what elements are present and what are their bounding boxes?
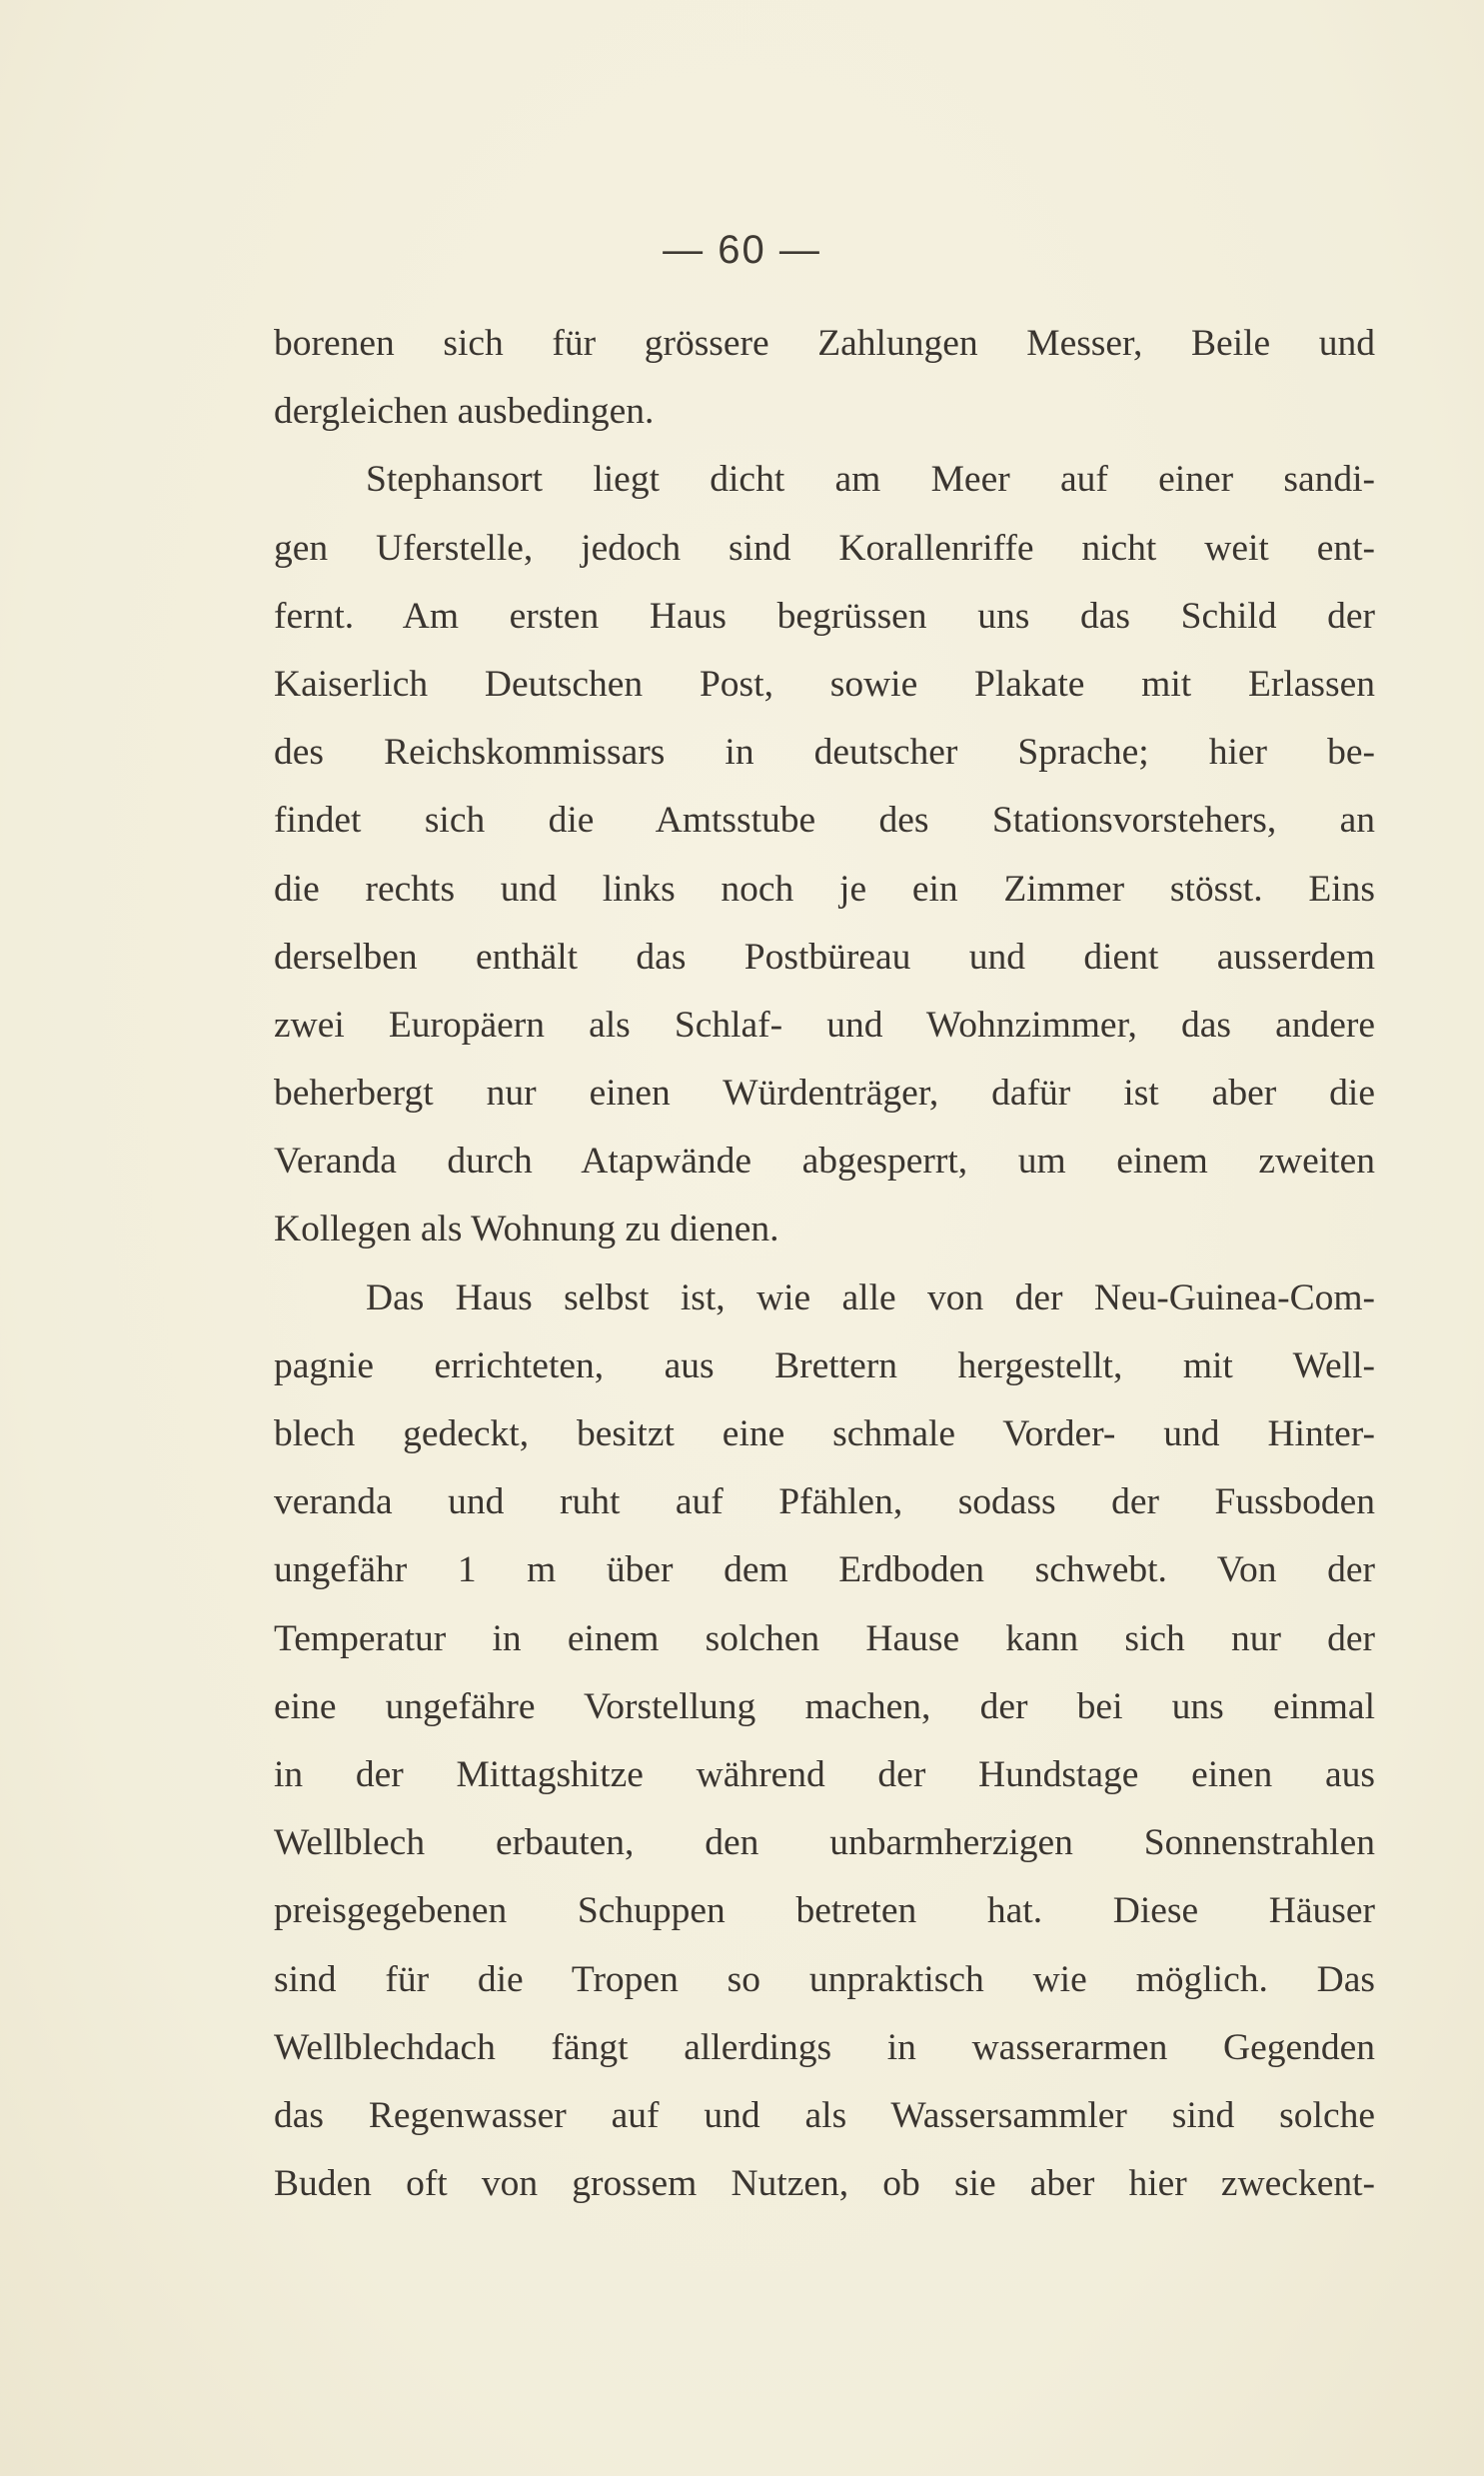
text-line: gen Uferstelle, jedoch sind Korallenriffe nicht weit ent-: [274, 527, 1375, 569]
text-line: Kaiserlich Deutschen Post, sowie Plakate mit Erlassen: [274, 663, 1375, 705]
page-number: — 60 —: [663, 228, 821, 272]
text-line: veranda und ruht auf Pfählen, sodass der Fussboden: [274, 1481, 1375, 1523]
text-line: Wellblechdach fängt allerdings in wasserarmen Gegenden: [274, 2026, 1375, 2068]
text-line: ungefähr 1 m über dem Erdboden schwebt. Von der: [274, 1549, 1375, 1591]
text-line: Wellblech erbauten, den unbarmherzigen Sonnenstrahlen: [274, 1822, 1375, 1864]
paragraph: [274, 310, 1375, 446]
text-line: sind für die Tropen so unpraktisch wie möglich. Das: [274, 1958, 1375, 2000]
paragraph: [274, 446, 1375, 1263]
text-line: borenen sich für grössere Zahlungen Messer, Beile und: [274, 323, 1375, 364]
text-line: eine ungefähre Vorstellung machen, der bei uns einmal: [274, 1685, 1375, 1727]
text-line: des Reichskommissars in deutscher Sprache; hier be-: [274, 732, 1375, 774]
text-line: das Regenwasser auf und als Wassersammler sind solche: [274, 2094, 1375, 2136]
text-line: blech gedeckt, besitzt eine schmale Vorder- und Hinter-: [274, 1413, 1375, 1454]
text-line: pagnie errichteten, aus Brettern hergestellt, mit Well-: [274, 1344, 1375, 1386]
text-line: Das Haus selbst ist, wie alle von der Neu-Guinea-Com-: [366, 1276, 1375, 1318]
text-line: zwei Europäern als Schlaf- und Wohnzimmer, das andere: [274, 1004, 1375, 1046]
text-line: fernt. Am ersten Haus begrüssen uns das Schild der: [274, 595, 1375, 637]
body-text: [274, 310, 1375, 2218]
text-line: die rechts und links noch je ein Zimmer stösst. Eins: [274, 868, 1375, 910]
text-line: derselben enthält das Postbüreau und dient ausserdem: [274, 936, 1375, 978]
text-line: Buden oft von grossem Nutzen, ob sie aber hier zweckent-: [274, 2163, 1375, 2205]
text-line: in der Mittagshitze während der Hundstage einen aus: [274, 1753, 1375, 1795]
text-line: Temperatur in einem solchen Hause kann sich nur der: [274, 1617, 1375, 1659]
text-line: preisgegebenen Schuppen betreten hat. Diese Häuser: [274, 1890, 1375, 1932]
text-line: dergleichen ausbedingen.: [274, 391, 655, 433]
paragraph: [274, 1264, 1375, 2219]
text-line: findet sich die Amtsstube des Stationsvorstehers, an: [274, 800, 1375, 842]
text-line: beherbergt nur einen Würdenträger, dafür ist aber die: [274, 1073, 1375, 1115]
text-line: Veranda durch Atapwände abgesperrt, um einem zweiten: [274, 1141, 1375, 1183]
text-line: Stephansort liegt dicht am Meer auf einer sandi-: [366, 459, 1375, 501]
text-line: Kollegen als Wohnung zu dienen.: [274, 1209, 779, 1250]
